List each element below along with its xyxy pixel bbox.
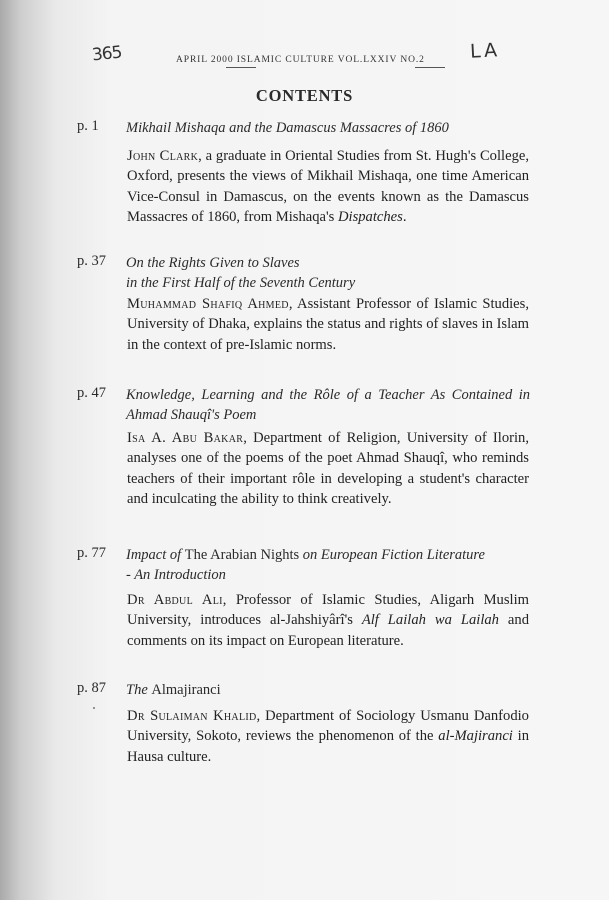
entry-title: Mikhail Mishaqa and the Damascus Massacres of 1860 xyxy=(126,120,449,136)
entry-author: Dr Abdul Ali xyxy=(127,592,223,608)
entry-author: John Clark xyxy=(127,148,199,164)
entry-title: The Almajiranci xyxy=(126,682,221,698)
handwritten-initials: LA xyxy=(469,39,501,63)
entry-description: Muhammad Shafiq Ahmed, Assistant Professor of Islamic Studies, University of Dhaka, explains the status and rights of slaves in Islam in the context of pre-Islamic norms. xyxy=(127,296,529,353)
entry-description: Dr Abdul Ali, Professor of Islamic Studies, Aligarh Muslim University, introduces al-Jahshiyârî's Alf Lailah wa Lailah and comments on its impact on European literature. xyxy=(127,592,529,649)
entry-description: John Clark, a graduate in Oriental Studies from St. Hugh's College, Oxford, presents the views of Mikhail Mishaqa, one time American Vice-Consul in Damascus, on the events known as the Damascus Massacres of 1860, from Mishaqa's Dispatches. xyxy=(127,148,529,226)
running-head: APRIL 2000 ISLAMIC CULTURE VOL.LXXIV NO.2 xyxy=(176,55,425,65)
entry-title: Impact of The Arabian Nights on European Fiction Literature - An Introduction xyxy=(126,547,485,583)
page-title: CONTENTS xyxy=(255,86,354,105)
handwritten-page-number: 365 xyxy=(91,42,123,66)
entry-title: On the Rights Given to Slaves in the First Half of the Seventh Century xyxy=(126,255,356,291)
entry-description: Dr Sulaiman Khalid, Department of Sociology Usmanu Danfodio University, Sokoto, reviews the phenomenon of the al-Majiranci in Hausa culture. xyxy=(127,708,529,765)
entry-page-number: p. 1 xyxy=(77,118,99,134)
header-underline-issue xyxy=(415,67,445,68)
entry-author: Dr Sulaiman Khalid xyxy=(127,708,257,724)
entry-page-number: p. 37 xyxy=(77,253,106,269)
entry-author: Isa A. Abu Bakar xyxy=(127,430,244,446)
entry-page-number: p. 47 xyxy=(77,385,106,401)
stray-mark xyxy=(93,707,95,709)
header-underline-year xyxy=(226,67,256,68)
entry-author: Muhammad Shafiq Ahmed xyxy=(127,296,289,312)
entry-title: Knowledge, Learning and the Rôle of a Teacher As Contained in Ahmad Shauqî's Poem xyxy=(126,387,530,423)
entry-page-number: p. 77 xyxy=(77,545,106,561)
entry-page-number: p. 87 xyxy=(77,680,106,696)
entry-description: Isa A. Abu Bakar, Department of Religion, University of Ilorin, analyses one of the poems of the poet Ahmad Shauqî, who reminds teachers of their important rôle in developing a student's character and inculcating the ability to think creatively. xyxy=(127,430,529,508)
